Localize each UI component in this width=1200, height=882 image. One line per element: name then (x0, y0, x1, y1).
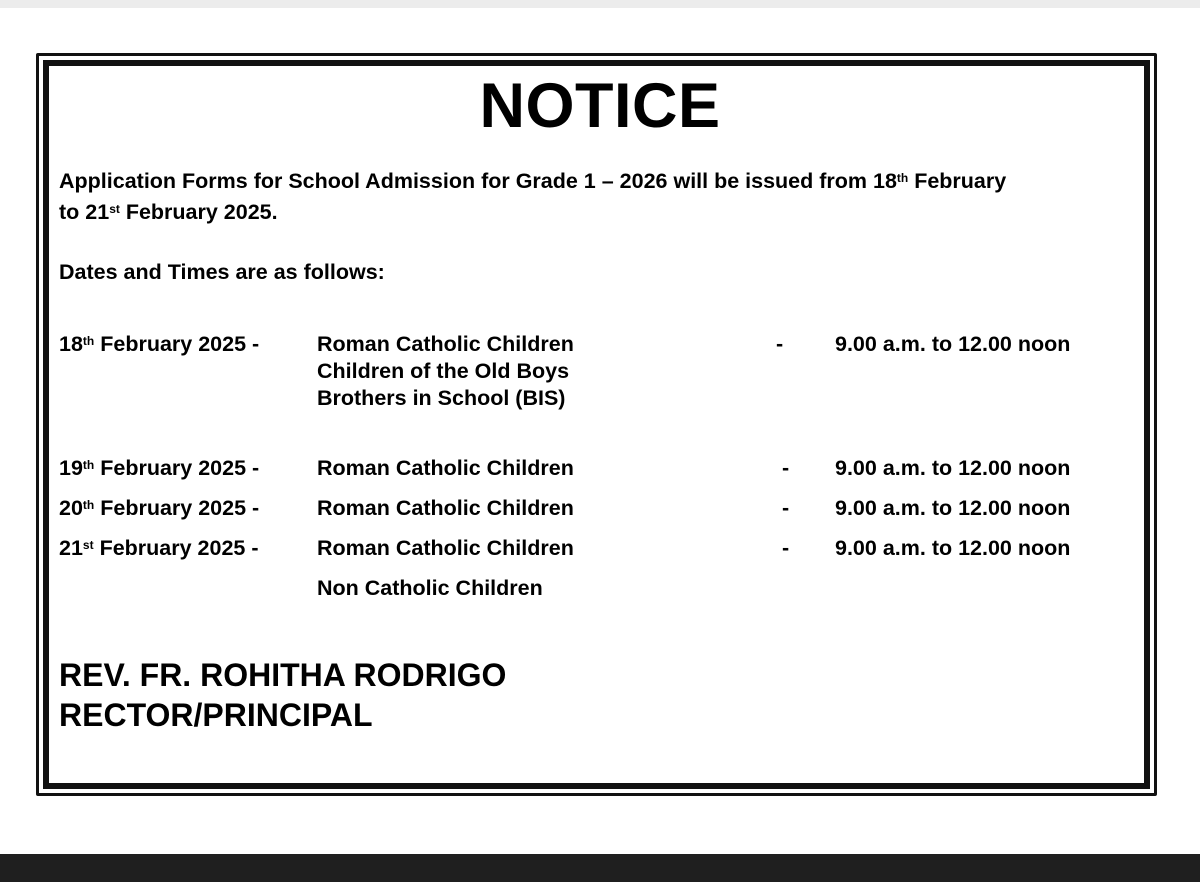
intro-line-2 (59, 198, 278, 226)
schedule-day: 21 (59, 536, 83, 560)
schedule-group: Roman Catholic Children (317, 332, 574, 356)
schedule-dash: - (776, 332, 784, 356)
schedule-date-21 (59, 534, 259, 562)
schedule-date-20 (59, 494, 259, 522)
schedule-day-sup: st (82, 538, 94, 552)
schedule-subheading: Dates and Times are as follows: (59, 260, 385, 284)
schedule-date-rest: February 2025 - (94, 496, 260, 520)
signatory-name: REV. FR. ROHITHA RODRIGO (59, 657, 507, 693)
intro-line-2-sup: st (109, 202, 120, 216)
schedule-time: 9.00 a.m. to 12.00 noon (835, 496, 1071, 520)
schedule-dash: - (782, 496, 790, 520)
schedule-day: 19 (59, 456, 83, 480)
schedule-date-19 (59, 454, 259, 482)
schedule-day: 20 (59, 496, 83, 520)
schedule-time: 9.00 a.m. to 12.00 noon (835, 332, 1071, 356)
intro-line-2-end: February 2025. (119, 200, 278, 224)
schedule-day-sup: th (82, 458, 95, 472)
schedule-group: Roman Catholic Children (317, 536, 574, 560)
notice-title: NOTICE (479, 71, 721, 141)
schedule-group: Non Catholic Children (317, 576, 543, 600)
schedule-date-rest: February 2025 - (94, 332, 260, 356)
signatory-title: RECTOR/PRINCIPAL (59, 697, 373, 733)
schedule-group: Roman Catholic Children (317, 456, 574, 480)
bottom-bar (0, 854, 1200, 882)
schedule-date-rest: February 2025 - (94, 456, 260, 480)
schedule-dash: - (782, 456, 790, 480)
schedule-time: 9.00 a.m. to 12.00 noon (835, 536, 1071, 560)
top-strip (0, 0, 1200, 8)
schedule-group: Roman Catholic Children (317, 496, 574, 520)
schedule-day: 18 (59, 332, 83, 356)
intro-line-1-end: February (908, 169, 1007, 193)
schedule-group: Brothers in School (BIS) (317, 386, 566, 410)
schedule-date-rest: February 2025 - (93, 536, 259, 560)
schedule-group: Children of the Old Boys (317, 359, 570, 383)
schedule-day-sup: th (82, 334, 95, 348)
schedule-time: 9.00 a.m. to 12.00 noon (835, 456, 1071, 480)
intro-line-1 (59, 167, 1006, 195)
intro-line-1-sup: th (896, 171, 909, 185)
schedule-day-sup: th (82, 498, 95, 512)
schedule-date-18 (59, 330, 259, 358)
intro-line-1-text: Application Forms for School Admission for Grade 1 – 2026 will be issued from 18 (59, 169, 897, 193)
schedule-dash: - (782, 536, 790, 560)
intro-line-2-text: to 21 (59, 200, 110, 224)
